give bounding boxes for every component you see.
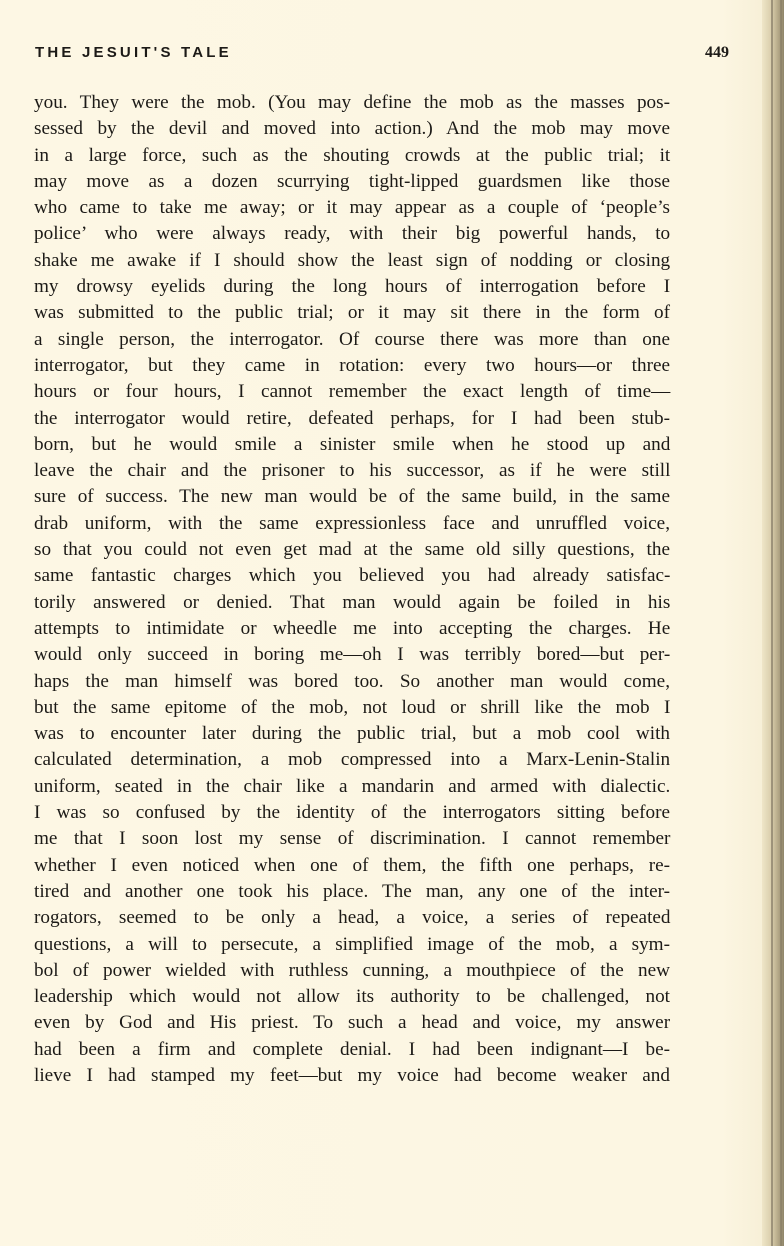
- text-line: leave the chair and the prisoner to his successor, as if he were still: [34, 460, 671, 482]
- text-line: lieve I had stamped my feet—but my voice had become weaker and: [34, 1064, 670, 1086]
- text-line: I was so confused by the identity of the interrogators sitting before: [34, 802, 670, 824]
- body-text: [34, 90, 670, 1089]
- text-line: was to encounter later during the public trial, but a mob cool with: [34, 723, 670, 745]
- text-line: had been a firm and complete denial. I had been indignant—I be-: [34, 1038, 670, 1060]
- text-line: whether I even noticed when one of them, the fifth one perhaps, re-: [34, 854, 670, 876]
- text-line: so that you could not even get mad at the same old silly questions, the: [34, 539, 670, 561]
- text-line: drab uniform, with the same expressionless face and unruffled voice,: [34, 512, 670, 534]
- text-line: bol of power wielded with ruthless cunning, a mouthpiece of the new: [34, 959, 670, 981]
- text-line: leadership which would not allow its authority to be challenged, not: [34, 986, 670, 1008]
- text-line: shake me awake if I should show the least sign of nodding or closing: [34, 249, 671, 271]
- text-line: but the same epitome of the mob, not loud or shrill like the mob I: [34, 696, 671, 718]
- text-line: may move as a dozen scurrying tight-lipped guardsmen like those: [34, 170, 670, 192]
- text-line: same fantastic charges which you believed you had already satisfac-: [34, 565, 671, 587]
- text-line: you. They were the mob. (You may define the mob as the masses pos-: [34, 92, 670, 113]
- text-line: who came to take me away; or it may appear as a couple of ‘people’s: [34, 197, 670, 219]
- text-line: would only succeed in boring me—oh I was terribly bored—but per-: [34, 644, 671, 666]
- text-line: born, but he would smile a sinister smile when he stood up and: [34, 433, 671, 455]
- text-line: tired and another one took his place. The man, any one of the inter-: [34, 880, 670, 902]
- text-line: interrogator, but they came in rotation: every two hours—or three: [34, 354, 670, 376]
- text-line: even by God and His priest. To such a head and voice, my answer: [34, 1012, 671, 1034]
- page-edge-line: [780, 0, 782, 1246]
- page-edge-line: [771, 0, 773, 1246]
- text-line: hours or four hours, I cannot remember the exact length of time—: [34, 381, 671, 403]
- text-line: in a large force, such as the shouting crowds at the public trial; it: [34, 144, 671, 166]
- page-edge: [762, 0, 784, 1246]
- text-line: the interrogator would retire, defeated perhaps, for I had been stub-: [34, 407, 670, 429]
- text-line: sure of success. The new man would be of the same build, in the same: [34, 486, 670, 508]
- text-line: torily answered or denied. That man would again be foiled in his: [34, 591, 671, 613]
- running-head: THE JESUIT'S TALE: [35, 44, 232, 61]
- text-line: me that I soon lost my sense of discrimination. I cannot remember: [34, 828, 671, 850]
- text-line: questions, a will to persecute, a simplified image of the mob, a sym-: [34, 933, 670, 955]
- text-line: my drowsy eyelids during the long hours of interrogation before I: [34, 276, 671, 298]
- text-line: uniform, seated in the chair like a mandarin and armed with dialectic.: [34, 775, 671, 797]
- text-line: police’ who were always ready, with their big powerful hands, to: [34, 223, 671, 245]
- page-number: 449: [705, 44, 729, 61]
- text-line: calculated determination, a mob compressed into a Marx-Lenin-Stalin: [34, 749, 671, 771]
- text-line: sessed by the devil and moved into action.) And the mob may move: [34, 118, 670, 140]
- text-line: a single person, the interrogator. Of course there was more than one: [34, 328, 670, 350]
- text-line: attempts to intimidate or wheedle me into accepting the charges. He: [34, 617, 671, 639]
- text-line: haps the man himself was bored too. So another man would come,: [34, 670, 670, 692]
- text-line: was submitted to the public trial; or it may sit there in the form of: [34, 302, 671, 324]
- text-line: rogators, seemed to be only a head, a voice, a series of repeated: [34, 907, 671, 929]
